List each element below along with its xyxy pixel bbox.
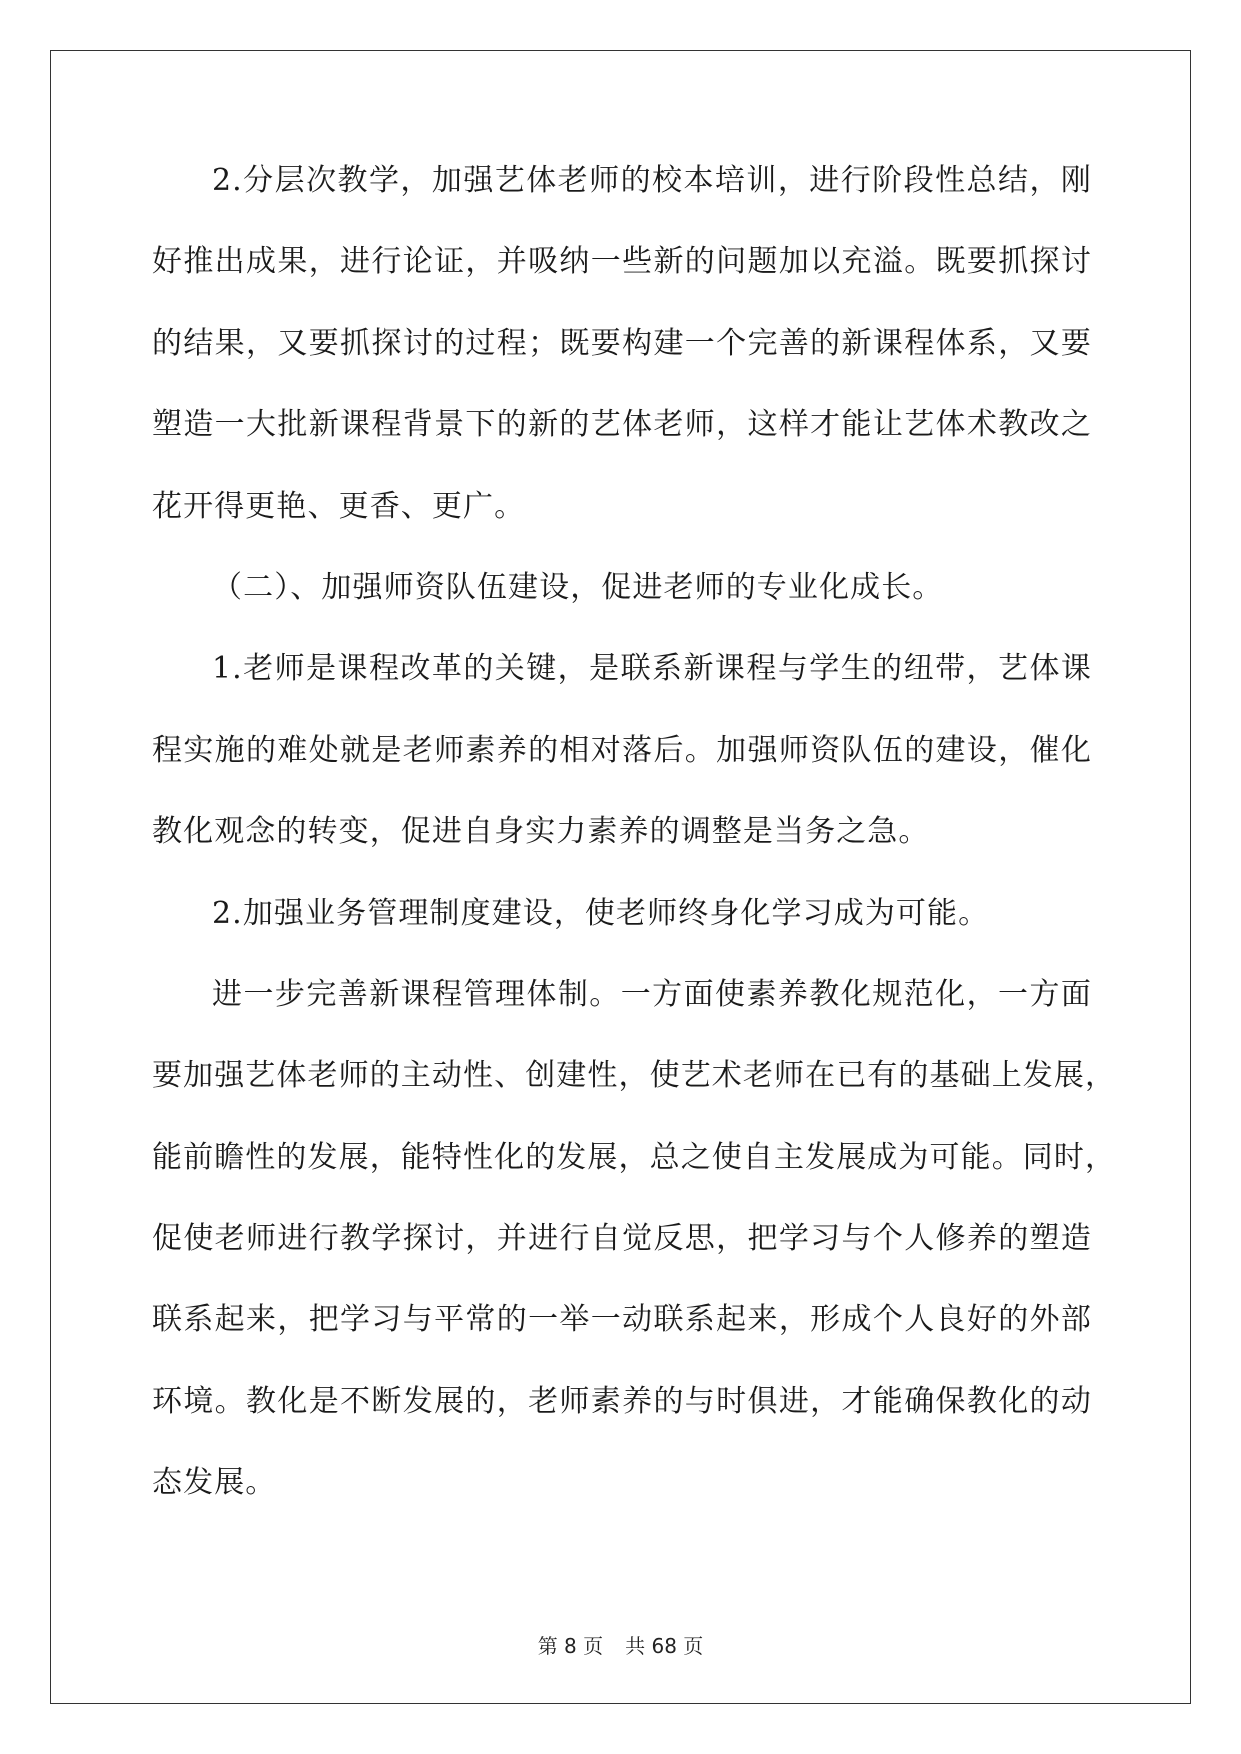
text-line: 塑造一大批新课程背景下的新的艺体老师，这样才能让艺体术教改之 (152, 407, 1092, 443)
text-line: 的结果，又要抓探讨的过程；既要构建一个完善的新课程体系，又要 (152, 325, 1092, 361)
page-total: 共 68 页 (625, 1634, 704, 1658)
text-line: 能前瞻性的发展，能特性化的发展，总之使自主发展成为可能。同时， (152, 1139, 1117, 1175)
text-line: 1.老师是课程改革的关键，是联系新课程与学生的纽带，艺体课 (212, 651, 1092, 687)
text-line: 2.分层次教学，加强艺体老师的校本培训，进行阶段性总结，刚 (212, 163, 1092, 198)
text-line: 促使老师进行教学探讨，并进行自觉反思，把学习与个人修养的塑造 (152, 1221, 1092, 1257)
text-line: 要加强艺体老师的主动性、创建性，使艺术老师在已有的基础上发展， (152, 1058, 1117, 1094)
text-line: 态发展。 (152, 1465, 277, 1501)
text-line: 进一步完善新课程管理体制。一方面使素养教化规范化，一方面 (212, 976, 1092, 1012)
text-line: 联系起来，把学习与平常的一举一动联系起来，形成个人良好的外部 (152, 1302, 1092, 1338)
text-line: 好推出成果，进行论证，并吸纳一些新的问题加以充溢。既要抓探讨 (152, 244, 1092, 280)
text-line: 教化观念的转变，促进自身实力素养的调整是当务之急。 (152, 814, 930, 850)
document-body (152, 158, 1117, 1542)
text-line: 花开得更艳、更香、更广。 (152, 488, 526, 524)
text-line: 环境。教化是不断发展的，老师素养的与时俱进，才能确保教化的动 (152, 1383, 1092, 1419)
text-line: 2.加强业务管理制度建设，使老师终身化学习成为可能。 (212, 895, 990, 931)
text-line: 程实施的难处就是老师素养的相对落后。加强师资队伍的建设，催化 (152, 732, 1092, 768)
page-footer (0, 1630, 1241, 1659)
page-number: 第 8 页 (537, 1634, 604, 1658)
section-heading: （二）、加强师资队伍建设，促进老师的专业化成长。 (212, 569, 944, 605)
